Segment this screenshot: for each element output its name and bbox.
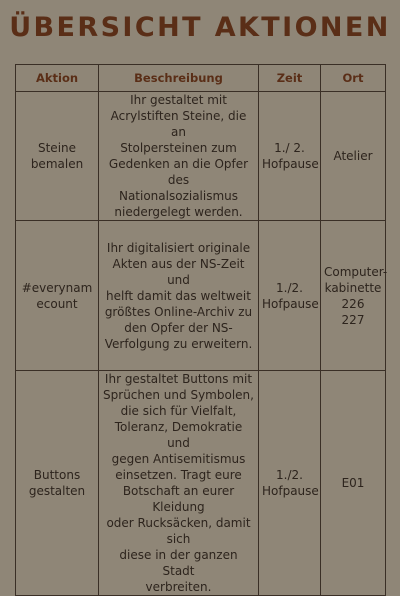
beschreibung-line: Ihr gestaltet mit — [130, 93, 227, 107]
cell-ort — [321, 221, 386, 371]
ort-line: E01 — [341, 476, 365, 490]
aktion-line: bemalen — [30, 157, 84, 171]
ort-line: kabinette — [324, 280, 382, 295]
header-zeit: Zeit — [259, 65, 321, 92]
cell-beschreibung — [99, 92, 259, 221]
aktion-line: Buttons — [33, 468, 81, 482]
cell-beschreibung — [99, 221, 259, 371]
table-row — [16, 371, 386, 596]
beschreibung-line: Botschaft an eurer Kleidung — [122, 484, 235, 514]
beschreibung-line: oder Rucksäcken, damit sich — [106, 516, 251, 546]
ort-room-number: 227 — [341, 312, 365, 327]
beschreibung-line: helft damit das weltweit — [106, 288, 251, 303]
beschreibung-line: die sich für Vielfalt, — [120, 404, 237, 418]
cell-zeit — [259, 371, 321, 596]
table-row — [16, 92, 386, 221]
beschreibung-line: größtes Online-Archiv zu — [104, 304, 253, 319]
header-ort: Ort — [321, 65, 386, 92]
beschreibung-line: Ihr digitalisiert originale — [106, 240, 251, 255]
beschreibung-line: diese in der ganzen Stadt — [119, 548, 238, 578]
cell-aktion — [16, 92, 99, 221]
beschreibung-line: Ihr gestaltet Buttons mit — [104, 372, 253, 386]
beschreibung-line: Verfolgung zu erweitern. — [104, 336, 253, 351]
header-aktion: Aktion — [16, 65, 99, 92]
cell-ort — [321, 92, 386, 221]
aktion-line: ecount — [36, 296, 78, 311]
zeit-line: 1./ 2. — [274, 141, 305, 155]
beschreibung-line: niedergelegt werden. — [114, 205, 243, 219]
header-beschreibung: Beschreibung — [99, 65, 259, 92]
table-header-row — [16, 65, 386, 92]
beschreibung-line: Toleranz, Demokratie und — [114, 420, 243, 450]
beschreibung-line: Acrylstiften Steine, die an — [110, 109, 247, 139]
beschreibung-line: Nationalsozialismus — [118, 189, 239, 203]
aktion-line: Steine — [37, 141, 77, 155]
aktion-line: #everynam — [21, 280, 93, 295]
beschreibung-line: Stolpersteinen zum — [120, 141, 237, 155]
zeit-line: Hofpause — [262, 157, 319, 171]
zeit-line: 1./2. — [276, 468, 303, 482]
beschreibung-line: Sprüchen und Symbolen, — [103, 388, 254, 402]
beschreibung-line: gegen Antisemitismus — [111, 452, 246, 466]
zeit-line: Hofpause — [262, 484, 319, 498]
cell-beschreibung — [99, 371, 259, 596]
beschreibung-line: Gedenken an die Opfer des — [108, 157, 249, 187]
ort-line: Computer- — [324, 264, 388, 279]
cell-zeit — [259, 92, 321, 221]
actions-table — [15, 64, 386, 596]
ort-room-number: 226 — [341, 296, 365, 311]
ort-line: Atelier — [333, 149, 373, 163]
zeit-line: Hofpause — [262, 296, 319, 311]
cell-aktion — [16, 221, 99, 371]
beschreibung-line: Akten aus der NS-Zeit und — [112, 256, 245, 287]
beschreibung-line: verbreiten. — [145, 580, 212, 594]
page-title: ÜBERSICHT AKTIONEN — [9, 12, 391, 43]
zeit-line: 1./2. — [276, 280, 303, 295]
cell-zeit — [259, 221, 321, 371]
beschreibung-line: einsetzen. Tragt eure — [115, 468, 242, 482]
aktion-line: gestalten — [28, 484, 86, 498]
cell-aktion — [16, 371, 99, 596]
cell-ort — [321, 371, 386, 596]
table-row — [16, 221, 386, 371]
beschreibung-line: den Opfer der NS- — [124, 320, 233, 335]
